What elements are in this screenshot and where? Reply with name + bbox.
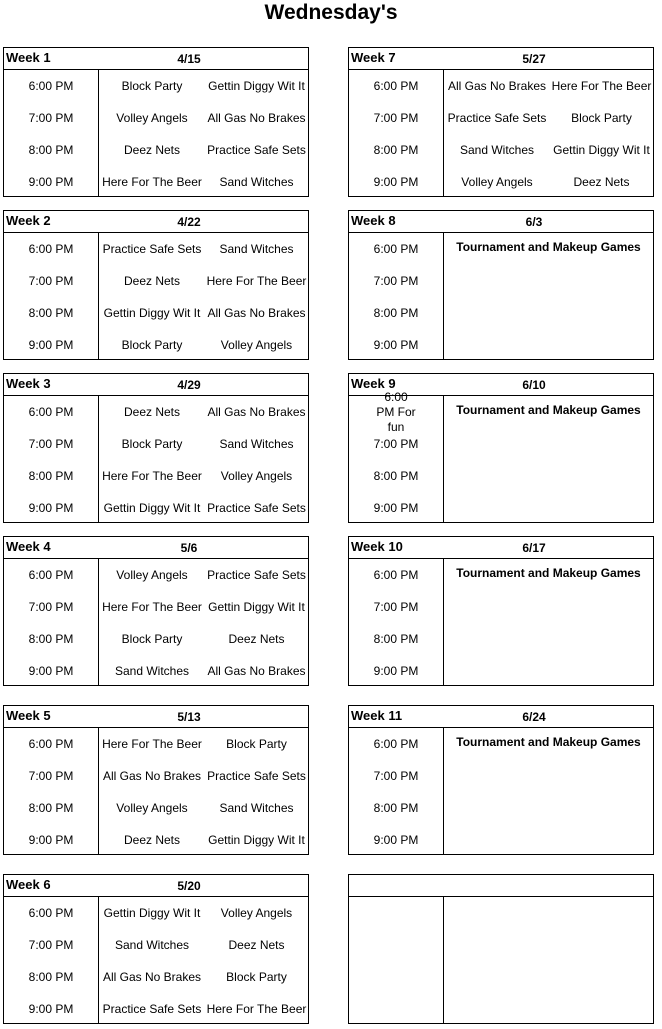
slot-time: 6:00 PM [28, 241, 74, 256]
team-a: Sand Witches [114, 663, 190, 678]
time-slot [4, 792, 308, 824]
slot-time: 9:00 PM [373, 337, 419, 352]
team-b: Sand Witches [219, 800, 294, 815]
team-a: Block Party [121, 631, 183, 646]
time-slot [349, 824, 653, 855]
team-a: Volley Angels [116, 110, 188, 125]
team-b: Practice Safe Sets [207, 500, 306, 515]
team-b: Deez Nets [573, 174, 630, 189]
week-date: 4/15 [177, 52, 201, 66]
time-slot [4, 166, 308, 197]
time-slot [4, 134, 308, 166]
week-header [4, 537, 308, 559]
week-block-8 [348, 210, 654, 360]
week-header [349, 211, 653, 233]
time-slot [4, 265, 308, 297]
week-header [349, 875, 653, 897]
slot-time: 6:00 PM [28, 736, 74, 751]
week-date: 6/3 [525, 215, 543, 229]
slot-time: 6:00 PM [373, 736, 419, 751]
slot-time: 9:00 PM [373, 663, 419, 678]
week-block-4 [3, 536, 309, 686]
time-slot [4, 728, 308, 760]
team-a: Here For The Beer [102, 736, 202, 751]
tournament-note: Tournament and Makeup Games [456, 403, 641, 417]
week-block-11 [348, 705, 654, 855]
slot-time: 6:00 PM [28, 404, 74, 419]
team-b: Block Party [226, 969, 287, 984]
week-header [4, 48, 308, 70]
week-block-2 [3, 210, 309, 360]
time-slot [349, 297, 653, 329]
time-slot [349, 134, 653, 166]
slot-time: 6:00 PM [373, 241, 419, 256]
time-slot [349, 760, 653, 792]
team-b: Practice Safe Sets [207, 567, 306, 582]
slot-time: 7:00 PM [28, 937, 74, 952]
time-slot [4, 297, 308, 329]
time-slot [4, 993, 308, 1024]
time-slot [4, 70, 308, 102]
slot-time: 8:00 PM [28, 969, 74, 984]
tournament-note: Tournament and Makeup Games [456, 566, 641, 580]
slot-time: 7:00 PM [373, 110, 419, 125]
week-header [4, 374, 308, 396]
time-slot [4, 492, 308, 523]
week-header [349, 706, 653, 728]
team-b: Deez Nets [228, 631, 285, 646]
slot-time: 7:00 PM [373, 599, 419, 614]
time-slot [349, 655, 653, 686]
time-slot [4, 460, 308, 492]
week-block-1 [3, 47, 309, 197]
week-date: 6/24 [522, 710, 546, 724]
time-slot [4, 760, 308, 792]
time-slot [4, 897, 308, 929]
team-b: Gettin Diggy Wit It [208, 599, 305, 614]
team-a: Deez Nets [123, 142, 181, 157]
week-label: Week 4 [6, 539, 51, 554]
team-a: Practice Safe Sets [447, 110, 547, 125]
team-b: All Gas No Brakes [207, 110, 306, 125]
week-header [349, 537, 653, 559]
time-slot [4, 591, 308, 623]
team-a: Here For The Beer [102, 468, 202, 483]
team-b: All Gas No Brakes [207, 404, 306, 419]
team-b: Deez Nets [228, 937, 285, 952]
team-b: Sand Witches [219, 174, 294, 189]
team-b: Gettin Diggy Wit It [553, 142, 650, 157]
slot-time: 9:00 PM [28, 1001, 74, 1016]
column-divider [443, 897, 444, 1024]
team-b: Gettin Diggy Wit It [208, 78, 305, 93]
slot-time: 9:00 PM [373, 174, 419, 189]
team-b: Here For The Beer [206, 273, 307, 288]
time-slot [349, 166, 653, 197]
slot-time: 9:00 PM [28, 832, 74, 847]
tournament-note: Tournament and Makeup Games [456, 735, 641, 749]
slot-time: 9:00 PM [373, 500, 419, 515]
week-block-10 [348, 536, 654, 686]
week-date: 4/29 [177, 378, 201, 392]
slot-time: 8:00 PM [28, 631, 74, 646]
slot-time: 9:00 PM [28, 500, 74, 515]
team-b: Practice Safe Sets [207, 142, 306, 157]
slot-time: 9:00 PM [28, 663, 74, 678]
slot-time: 9:00 PM [28, 174, 74, 189]
week-date: 5/6 [180, 541, 198, 555]
time-slot [349, 389, 653, 434]
time-slot [349, 728, 653, 760]
team-b: Block Party [226, 736, 287, 751]
week-date: 5/27 [522, 52, 546, 66]
week-block-empty [348, 874, 654, 1024]
team-a: All Gas No Brakes [102, 768, 202, 783]
team-a: Here For The Beer [102, 599, 202, 614]
team-b: Here For The Beer [551, 78, 652, 93]
slot-time: 6:00 PM [28, 78, 74, 93]
team-a: All Gas No Brakes [102, 969, 202, 984]
team-b: All Gas No Brakes [207, 305, 306, 320]
team-b: Gettin Diggy Wit It [208, 832, 305, 847]
slot-time: 8:00 PM [373, 800, 419, 815]
team-b: Volley Angels [220, 468, 293, 483]
slot-time: 9:00 PM [373, 832, 419, 847]
slot-time: 8:00 PM [28, 305, 74, 320]
team-b: Volley Angels [220, 337, 293, 352]
slot-time: 7:00 PM [373, 273, 419, 288]
time-slot [349, 265, 653, 297]
time-slot [349, 329, 653, 360]
week-header [4, 875, 308, 897]
slot-time: 7:00 PM [28, 110, 74, 125]
slot-time: 7:00 PM [28, 436, 74, 451]
time-slot [349, 492, 653, 523]
time-slot [4, 428, 308, 460]
week-label: Week 8 [351, 213, 396, 228]
slot-time: 7:00 PM [28, 273, 74, 288]
team-b: Practice Safe Sets [207, 768, 306, 783]
team-a: Gettin Diggy Wit It [103, 905, 201, 920]
week-block-7 [348, 47, 654, 197]
team-b: Block Party [571, 110, 632, 125]
slot-time: 6:00 PM [28, 905, 74, 920]
week-label: Week 9 [351, 376, 396, 391]
time-slot [4, 396, 308, 428]
time-slot [349, 559, 653, 591]
slot-time: 6:00 PM [28, 567, 74, 582]
time-slot [4, 824, 308, 855]
team-a: Deez Nets [123, 273, 181, 288]
team-a: Deez Nets [123, 832, 181, 847]
week-header [4, 211, 308, 233]
team-a: Volley Angels [461, 174, 533, 189]
slot-time: 8:00 PM [28, 468, 74, 483]
week-label: Week 2 [6, 213, 51, 228]
time-slot [349, 792, 653, 824]
team-a: Sand Witches [459, 142, 535, 157]
week-date: 5/20 [177, 879, 201, 893]
time-slot [349, 102, 653, 134]
slot-time: 9:00 PM [28, 337, 74, 352]
slot-time: 6:00 PM [373, 78, 419, 93]
team-a: Gettin Diggy Wit It [103, 500, 201, 515]
week-label: Week 5 [6, 708, 51, 723]
tournament-note: Tournament and Makeup Games [456, 240, 641, 254]
team-a: Sand Witches [114, 937, 190, 952]
team-a: Practice Safe Sets [102, 241, 202, 256]
week-block-5 [3, 705, 309, 855]
time-slot [4, 655, 308, 686]
week-date: 6/10 [522, 378, 546, 392]
week-block-6 [3, 874, 309, 1024]
time-slot [4, 233, 308, 265]
time-slot [349, 70, 653, 102]
team-a: All Gas No Brakes [447, 78, 547, 93]
team-a: Block Party [121, 436, 183, 451]
week-label: Week 6 [6, 877, 51, 892]
team-a: Block Party [121, 337, 183, 352]
slot-time: 7:00 PM [373, 768, 419, 783]
week-label: Week 1 [6, 50, 51, 65]
slot-time: 8:00 PM [28, 800, 74, 815]
time-slot [349, 428, 653, 460]
week-header [349, 48, 653, 70]
week-block-3 [3, 373, 309, 523]
slot-time: 8:00 PM [373, 631, 419, 646]
slot-time: 6:00 PM [373, 567, 419, 582]
slot-time: 7:00 PM [28, 768, 74, 783]
time-slot [4, 961, 308, 993]
time-slot [349, 623, 653, 655]
week-label: Week 3 [6, 376, 51, 391]
page-title: Wednesday's [264, 1, 398, 24]
slot-time: 7:00 PM [28, 599, 74, 614]
time-slot [4, 559, 308, 591]
week-label: Week 11 [351, 708, 403, 723]
week-date: 5/13 [177, 710, 201, 724]
team-a: Volley Angels [116, 567, 188, 582]
week-date: 6/17 [522, 541, 546, 555]
team-a: Volley Angels [116, 800, 188, 815]
slot-time: 8:00 PM [373, 305, 419, 320]
team-a: Practice Safe Sets [102, 1001, 202, 1016]
time-slot [4, 329, 308, 360]
slot-time: 8:00 PM [28, 142, 74, 157]
time-slot [349, 591, 653, 623]
time-slot [349, 233, 653, 265]
slot-time: 8:00 PM [373, 468, 419, 483]
week-header [4, 706, 308, 728]
week-block-9 [348, 373, 654, 523]
time-slot [4, 102, 308, 134]
time-slot [4, 623, 308, 655]
slot-time: 6:00 PM For fun [376, 389, 416, 434]
slot-time: 7:00 PM [373, 436, 419, 451]
slot-time: 8:00 PM [373, 142, 419, 157]
team-b: Sand Witches [219, 436, 294, 451]
time-slot [349, 460, 653, 492]
team-a: Here For The Beer [102, 174, 202, 189]
team-a: Gettin Diggy Wit It [103, 305, 201, 320]
team-a: Block Party [121, 78, 183, 93]
team-b: Volley Angels [220, 905, 293, 920]
time-slot [4, 929, 308, 961]
team-b: Sand Witches [219, 241, 294, 256]
week-date: 4/22 [177, 215, 201, 229]
team-b: All Gas No Brakes [207, 663, 306, 678]
team-b: Here For The Beer [206, 1001, 307, 1016]
team-a: Deez Nets [123, 404, 181, 419]
week-label: Week 7 [351, 50, 396, 65]
week-label: Week 10 [351, 539, 403, 554]
